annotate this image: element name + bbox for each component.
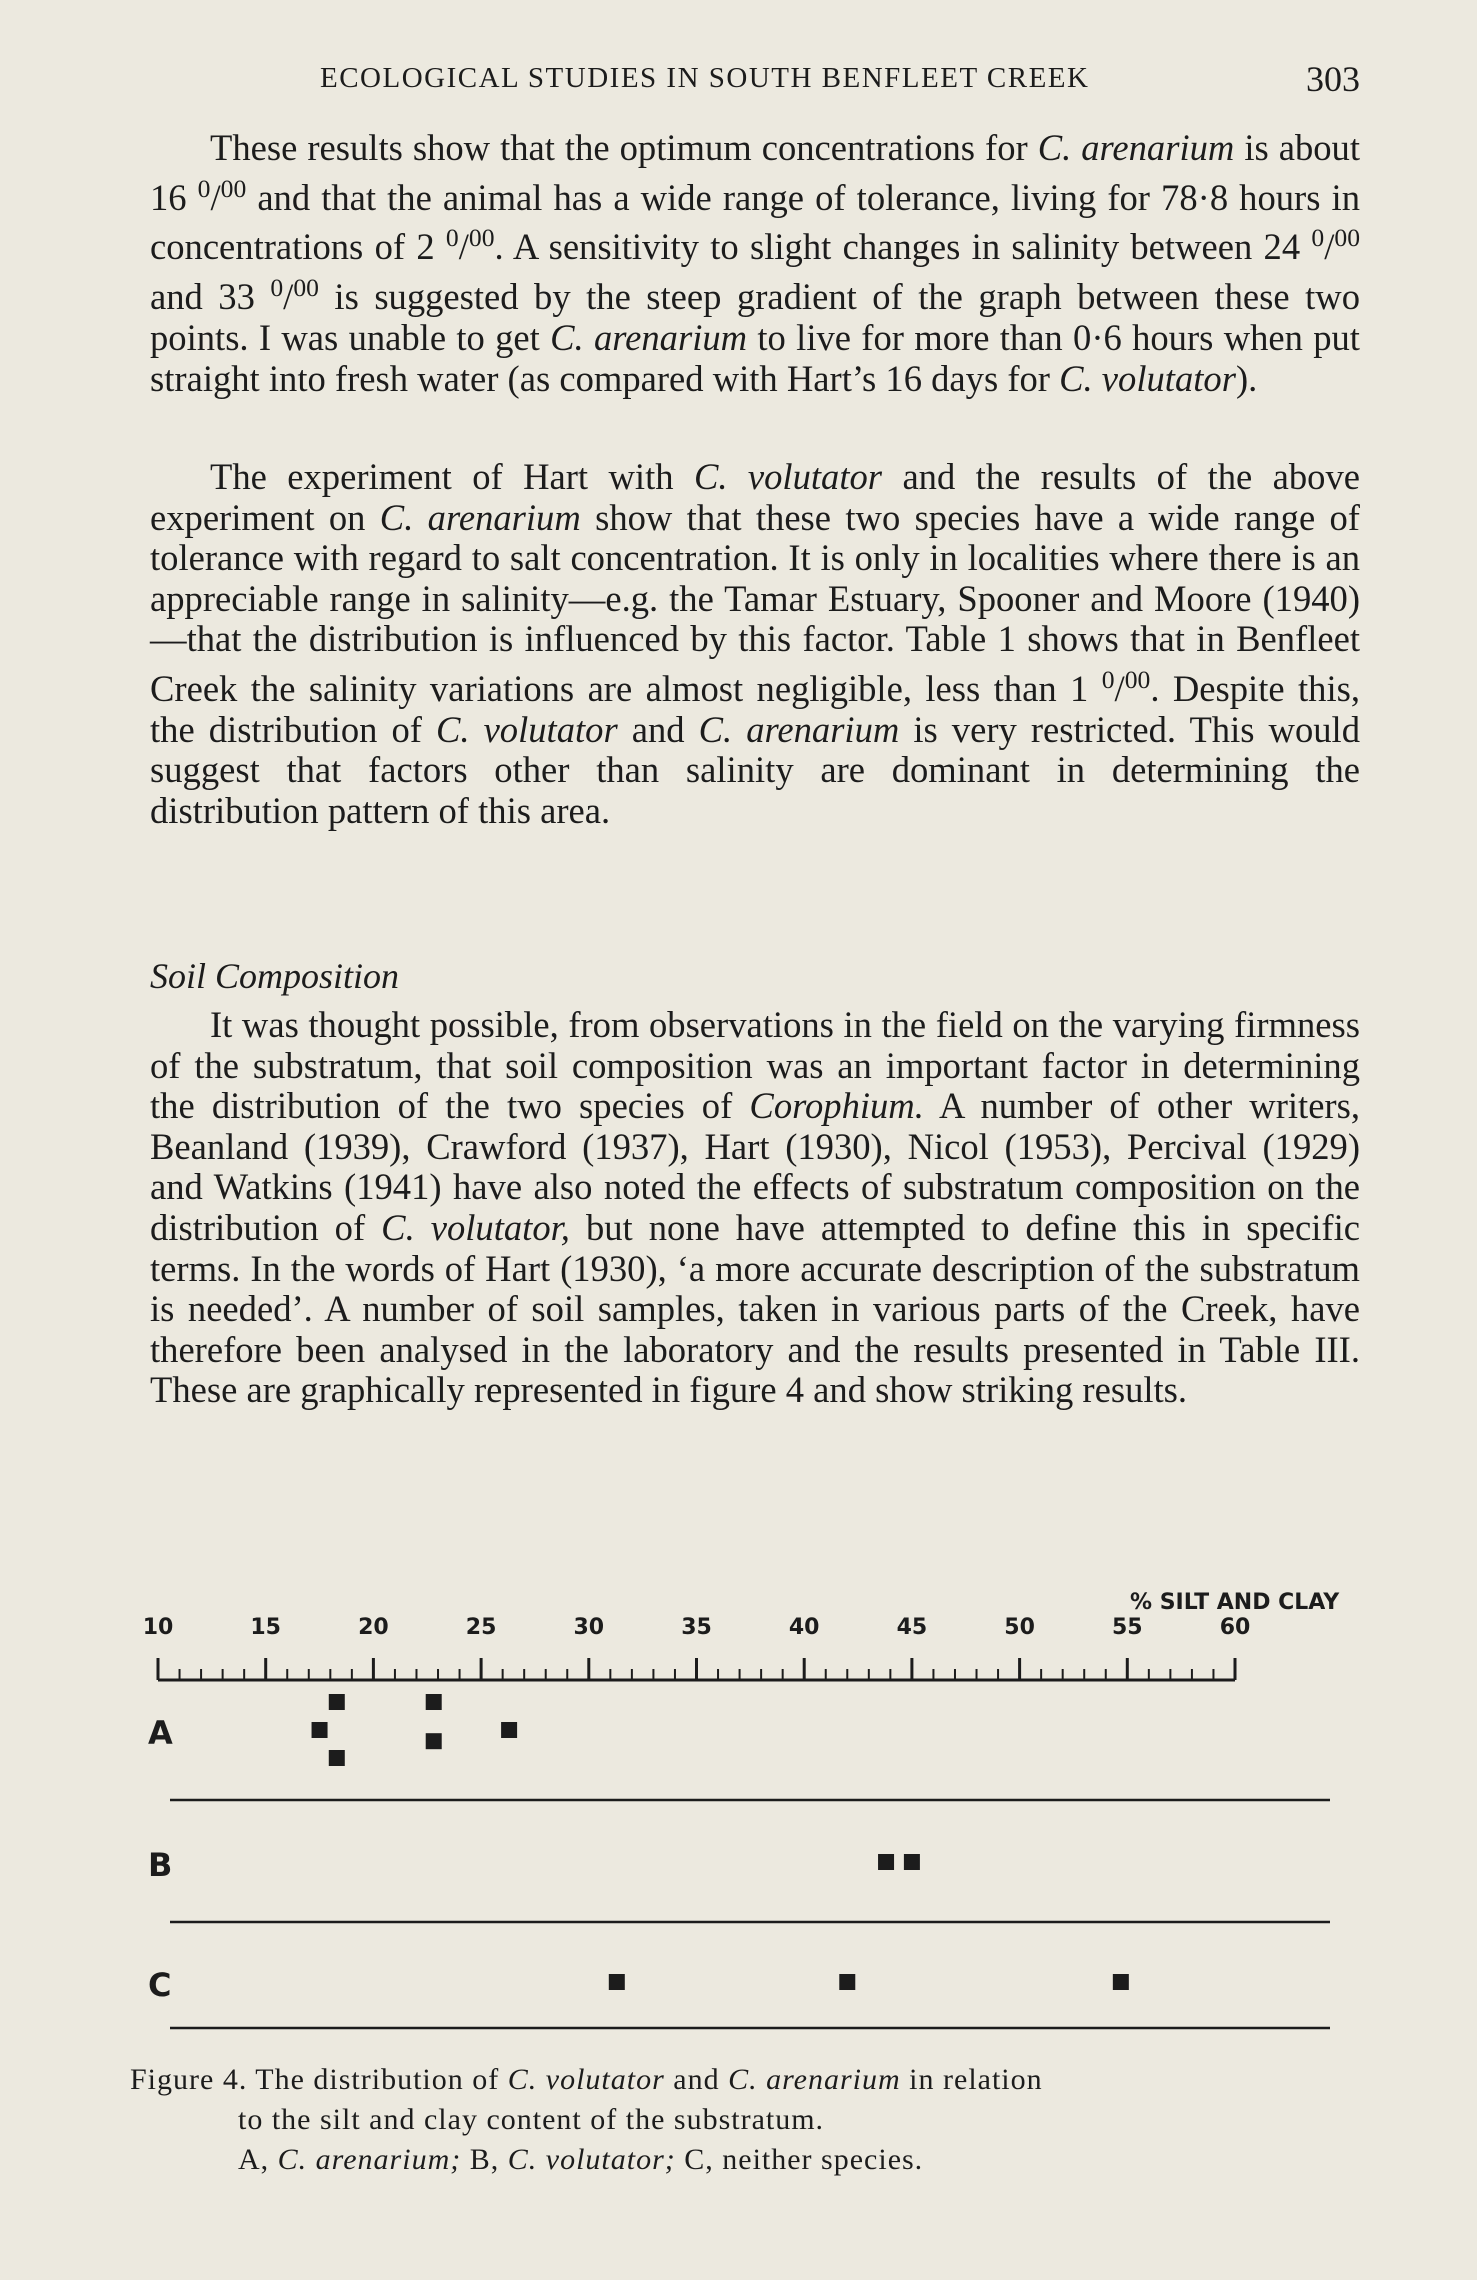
data-point <box>312 1722 328 1738</box>
caption-line-3 <box>130 2140 1350 2180</box>
text-run: It was thought possible, from observations in the field on the varying firmness of the substratum, that soil composition was an important factor in determining the distribution of the two species of <box>150 1004 1360 1127</box>
unit-sign: 0 <box>197 173 211 203</box>
x-tick-label: 45 <box>896 1615 928 1640</box>
text-run: is about 16 <box>150 127 1361 218</box>
text-run: / <box>1324 226 1335 268</box>
text-run: but none have attempted to define this in specific terms. In the words of Hart (1930), ‘a more accurate description of the substratum is needed’. A number of soil samples, taken in various parts of the Creek, have therefore been analysed in the laboratory and the results presented in Table III. These are graphically represented in figure 4 and show striking results. <box>150 1206 1361 1411</box>
caption-text: Figure 4. The distribution of <box>130 2063 508 2096</box>
caption-species: C. volutator <box>507 2063 665 2096</box>
italic-run: Corophium. <box>749 1085 924 1127</box>
caption-line-2: to the silt and clay content of the substratum. <box>238 2103 825 2136</box>
italic-run: C. volutator <box>1059 357 1236 399</box>
x-tick-label: 20 <box>358 1615 389 1640</box>
data-point <box>1113 1974 1129 1990</box>
unit-sign: 00 <box>1334 223 1360 253</box>
text-run: / <box>283 276 294 318</box>
paragraph-salinity-tolerance <box>150 457 1360 832</box>
caption-text: in relation <box>900 2063 1043 2096</box>
running-header <box>150 58 1360 102</box>
section-heading: Soil Composition <box>150 956 400 996</box>
x-tick-label: 25 <box>465 1615 497 1640</box>
row-label: B <box>148 1846 173 1884</box>
x-tick-label: 55 <box>1111 1615 1143 1640</box>
italic-run: C. volutator, <box>381 1206 570 1248</box>
text-run: / <box>1114 668 1125 710</box>
text-run: The experiment of Hart with <box>210 456 694 497</box>
text-run: and the results of the above experiment on <box>150 456 1360 538</box>
data-point <box>426 1694 442 1710</box>
row-label: A <box>148 1714 173 1752</box>
running-title: ECOLOGICAL STUDIES IN SOUTH BENFLEET CREEK <box>320 62 1090 94</box>
unit-sign: 0 <box>1101 664 1115 694</box>
x-tick-label: 10 <box>142 1615 174 1640</box>
figure-caption <box>130 2060 1350 2180</box>
text-run: to live for more than 0·6 hours when put straight into fresh water (as compared with Hart’s 16 days for <box>150 316 1360 399</box>
italic-run: C. volutator <box>693 456 883 497</box>
x-tick-label: 30 <box>573 1615 605 1640</box>
unit-sign: 0 <box>270 273 284 303</box>
italic-run: C. arenarium <box>379 496 581 538</box>
data-point <box>878 1854 894 1870</box>
text-run: show that these two species have a wide range of tolerance with regard to salt concentration. It is only in localities where there is an appreciable range in salinity—e.g. the Tamar Estuary, Spooner and Moore (1940)—that the distribution is influenced by this factor. Table 1 shows that in Benfleet Creek the salinity variations are almost negligible, less than 1 <box>150 496 1360 710</box>
x-tick-label: 15 <box>250 1615 282 1640</box>
row-label: C <box>148 1966 172 2004</box>
text-run: A number of other writers, Beanland (1939), Crawford (1937), Hart (1930), Nicol (1953), Percival (1929) and Watkins (1941) have also noted the effects of substratum composition on the distribution of <box>150 1085 1360 1248</box>
caption-text: and <box>664 2063 729 2096</box>
text-run: and that the animal has a wide range of tolerance, living for 78·8 hours in concentrations of 2 <box>150 176 1360 268</box>
figure-4 <box>142 1590 1360 2040</box>
text-run: These results show that the optimum concentrations for <box>210 127 1038 168</box>
paragraph-salinity-results <box>150 128 1360 399</box>
data-point <box>426 1733 442 1749</box>
text-run: and 33 <box>150 276 271 318</box>
text-run: is very restricted. This would suggest that factors other than salinity are dominant in determining the distribution pattern of this area. <box>150 708 1360 831</box>
page-number: 303 <box>1306 59 1360 99</box>
data-point <box>329 1750 345 1766</box>
italic-run: C. volutator <box>435 708 618 750</box>
text-run: . Despite this, the distribution of <box>150 668 1360 750</box>
x-tick-label: 35 <box>681 1615 712 1640</box>
x-tick-label: 50 <box>1004 1615 1035 1640</box>
x-tick-label: 40 <box>788 1615 820 1640</box>
italic-run: C. arenarium <box>550 316 748 358</box>
text-run: / <box>210 176 221 218</box>
unit-sign: 00 <box>1124 664 1151 694</box>
text-run: / <box>458 226 469 268</box>
text-run: . A sensitivity to slight changes in salinity between 24 <box>494 226 1312 268</box>
data-point <box>839 1974 855 1990</box>
text-run: is suggested by the steep gradient of the graph between these two points. I was unable to get <box>150 276 1360 358</box>
caption-species: C. volutator; <box>507 2143 676 2176</box>
caption-species: C. arenarium; <box>277 2143 462 2176</box>
text-run: ). <box>1235 357 1258 399</box>
paragraph-soil-composition <box>150 1005 1360 1411</box>
unit-sign: 00 <box>293 273 319 303</box>
unit-sign: 00 <box>468 223 495 253</box>
distribution-chart <box>142 1590 1360 2040</box>
caption-text: A, <box>238 2143 278 2176</box>
unit-sign: 0 <box>445 223 459 253</box>
x-tick-label: 60 <box>1219 1615 1251 1640</box>
data-point <box>609 1974 625 1990</box>
caption-species: C. arenarium <box>728 2063 901 2096</box>
italic-run: C. arenarium <box>1037 127 1235 168</box>
data-point <box>329 1694 345 1710</box>
chart-title: % SILT AND CLAY <box>1130 1590 1340 1615</box>
data-point <box>501 1722 517 1738</box>
caption-text: C, neither species. <box>675 2143 924 2176</box>
caption-line-1 <box>130 2060 1350 2100</box>
italic-run: C. arenarium <box>698 708 900 750</box>
unit-sign: 00 <box>220 173 247 203</box>
caption-text: B, <box>461 2143 508 2176</box>
data-point <box>904 1854 920 1870</box>
text-run: and <box>617 708 699 750</box>
unit-sign: 0 <box>1311 223 1325 253</box>
